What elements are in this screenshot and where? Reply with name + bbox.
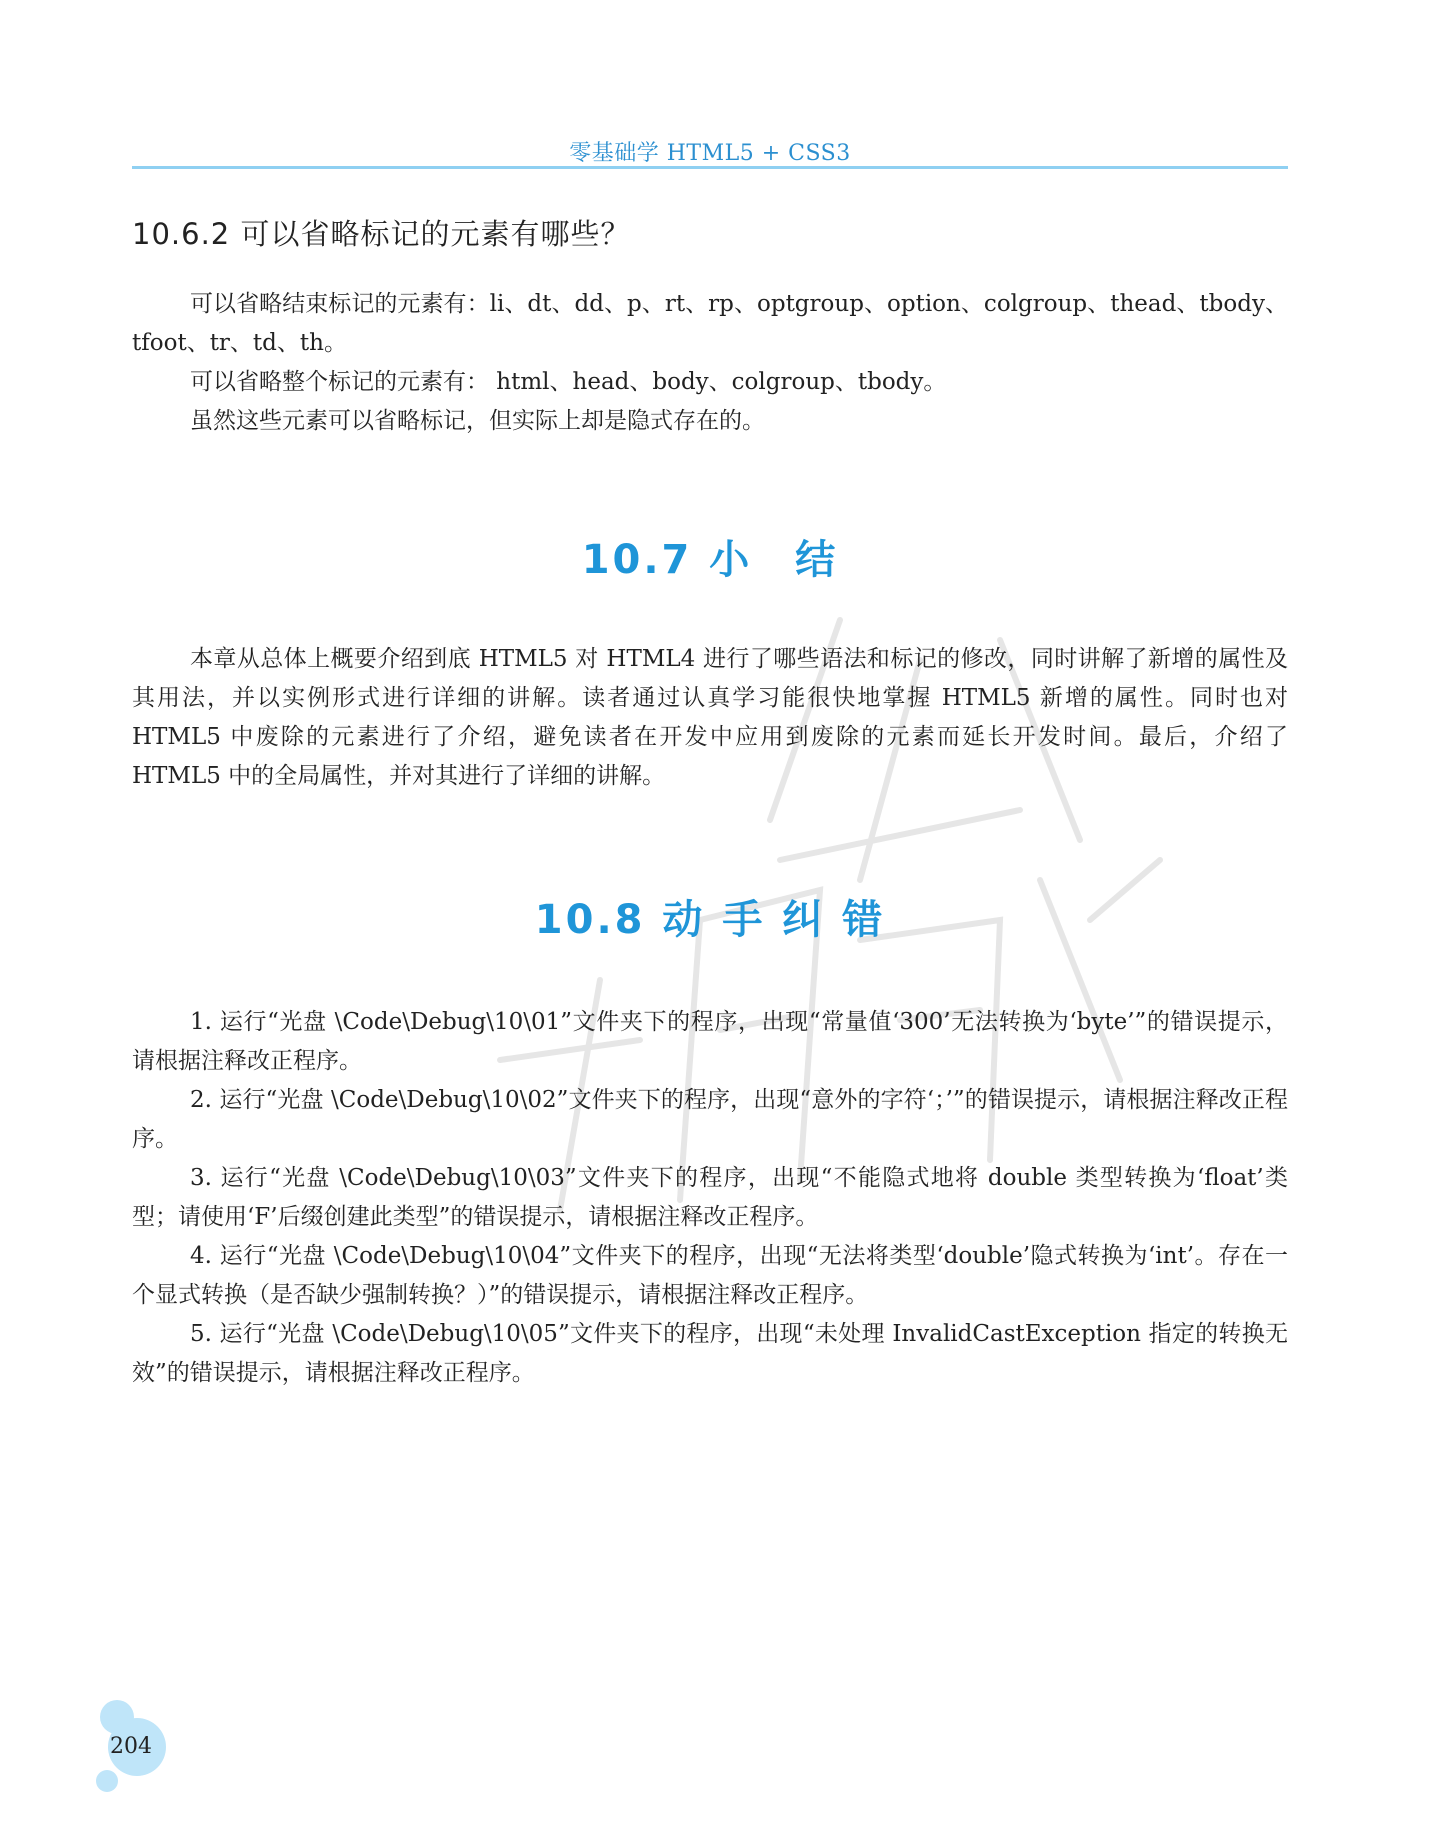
header-rule	[132, 166, 1288, 169]
list-item-debug-01: 1. 运行“光盘 \Code\Debug\10\01”文件夹下的程序，出现“常量值‘300’无法转换为‘byte’”的错误提示，请根据注释改正程序。	[132, 1009, 1288, 1074]
paragraph-summary: 本章从总体上概要介绍到底 HTML5 对 HTML4 进行了哪些语法和标记的修改，同时讲解了新增的属性及其用法，并以实例形式进行详细的讲解。读者通过认真学习能很快地掌握 HTML5 新增的属性。同时也对 HTML5 中废除的元素进行了介绍，避免读者在开发中应用到废除的元素而延长开发时间。最后，介绍了 HTML5 中的全局属性，并对其进行了详细的讲解。	[132, 646, 1288, 789]
list-item-debug-05: 5. 运行“光盘 \Code\Debug\10\05”文件夹下的程序，出现“未处理 InvalidCastException 指定的转换无效”的错误提示，请根据注释改正程序。	[132, 1321, 1288, 1386]
section-heading-10-7: 10.7 小 结	[581, 537, 839, 583]
list-item-debug-04: 4. 运行“光盘 \Code\Debug\10\04”文件夹下的程序，出现“无法将类型‘double’隐式转换为‘int’。存在一个显式转换（是否缺少强制转换？）”的错误提示，请根据注释改正程序。	[132, 1243, 1288, 1308]
paragraph-omit-end-tags: 可以省略结束标记的元素有：li、dt、dd、p、rt、rp、optgroup、option、colgroup、thead、tbody、tfoot、tr、td、th。	[132, 291, 1288, 356]
running-header: 零基础学 HTML5 + CSS3	[569, 141, 851, 166]
list-item-debug-02: 2. 运行“光盘 \Code\Debug\10\02”文件夹下的程序，出现“意外的字符‘；’”的错误提示，请根据注释改正程序。	[132, 1087, 1288, 1152]
paragraph-omit-whole-tags: 可以省略整个标记的元素有： html、head、body、colgroup、tbody。	[190, 369, 947, 395]
section-heading-10-8: 10.8 动 手 纠 错	[534, 897, 886, 943]
page-number: 204	[110, 1734, 152, 1759]
subsection-heading-10-6-2: 10.6.2 可以省略标记的元素有哪些？	[132, 217, 631, 251]
list-item-debug-03: 3. 运行“光盘 \Code\Debug\10\03”文件夹下的程序，出现“不能隐式地将 double 类型转换为‘float’类型；请使用‘F’后缀创建此类型”的错误提示，请根据注释改正程序。	[132, 1165, 1288, 1230]
paragraph-implicit-exist: 虽然这些元素可以省略标记，但实际上却是隐式存在的。	[190, 408, 765, 434]
